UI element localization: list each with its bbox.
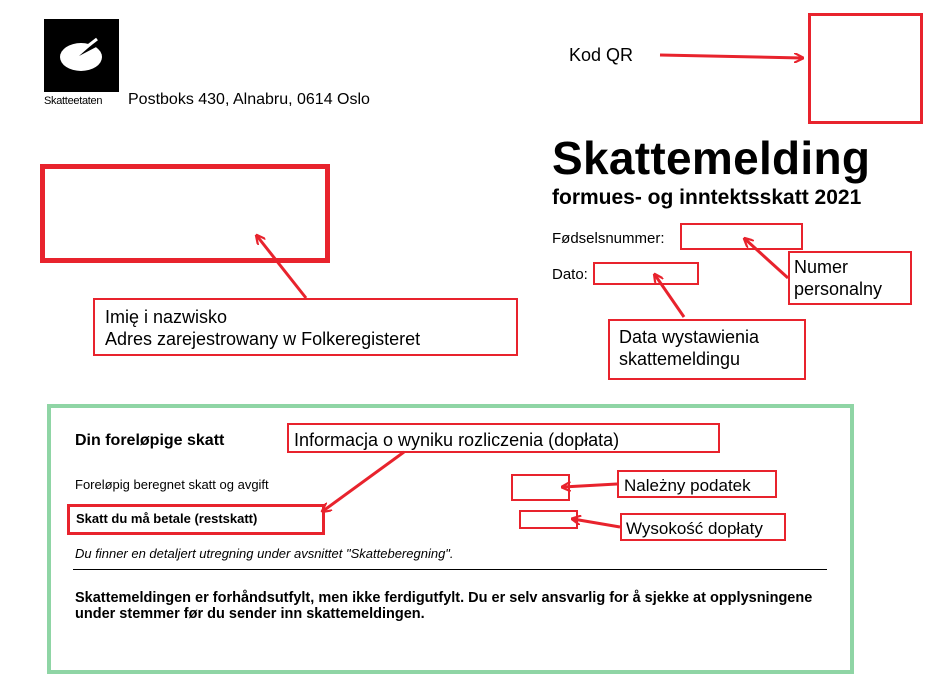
tax-to-pay-label: Skatt du må betale (restskatt) <box>76 511 258 526</box>
agency-address: Postboks 430, Alnabru, 0614 Oslo <box>128 91 370 108</box>
preliminary-tax-heading: Din foreløpige skatt <box>75 432 225 449</box>
qr-code-placeholder <box>808 13 923 124</box>
personal-number-callout <box>788 251 912 305</box>
section-divider <box>73 569 827 570</box>
result-info-callout: Informacja o wyniku rozliczenia (dopłata) <box>287 423 720 453</box>
date-field <box>593 262 699 285</box>
tax-due-callout: Należny podatek <box>617 470 777 498</box>
name-address-placeholder <box>40 164 330 263</box>
issue-date-callout <box>608 319 806 380</box>
date-label: Dato: <box>552 266 588 283</box>
skatteetaten-logo <box>44 19 119 92</box>
surcharge-callout: Wysokość dopłaty <box>620 513 786 541</box>
qr-code-label: Kod QR <box>569 45 634 65</box>
birth-number-label: Fødselsnummer: <box>552 230 665 247</box>
personal-number-line1: Numer <box>794 257 849 277</box>
birth-number-field <box>680 223 803 250</box>
arrow-qr <box>660 55 802 58</box>
name-address-callout <box>93 298 518 356</box>
logo-mark-icon <box>44 19 119 92</box>
surcharge-field <box>519 510 578 529</box>
document-title: Skattemelding <box>552 132 871 184</box>
document-subtitle: formues- og inntektsskatt 2021 <box>552 186 862 209</box>
name-callout-line1: Imię i nazwisko <box>105 307 228 327</box>
agency-name: Skatteetaten <box>44 95 103 107</box>
personal-number-line2: personalny <box>794 279 883 299</box>
disclaimer-text: Skattemeldingen er forhåndsutfylt, men ikke ferdigutfylt. Du er selv ansvarlig for å sjekke at opplysningene under stemmer før du sender inn skattemeldingen. <box>75 590 813 622</box>
name-callout-line2: Adres zarejestrowany w Folkeregisteret <box>105 329 421 349</box>
details-note: Du finner en detaljert utregning under avsnittet "Skatteberegning". <box>75 546 454 561</box>
issue-date-line1: Data wystawienia <box>619 327 760 347</box>
tax-due-field <box>511 474 570 501</box>
preliminary-tax-label: Foreløpig beregnet skatt og avgift <box>75 477 269 492</box>
issue-date-line2: skattemeldingu <box>619 349 741 369</box>
